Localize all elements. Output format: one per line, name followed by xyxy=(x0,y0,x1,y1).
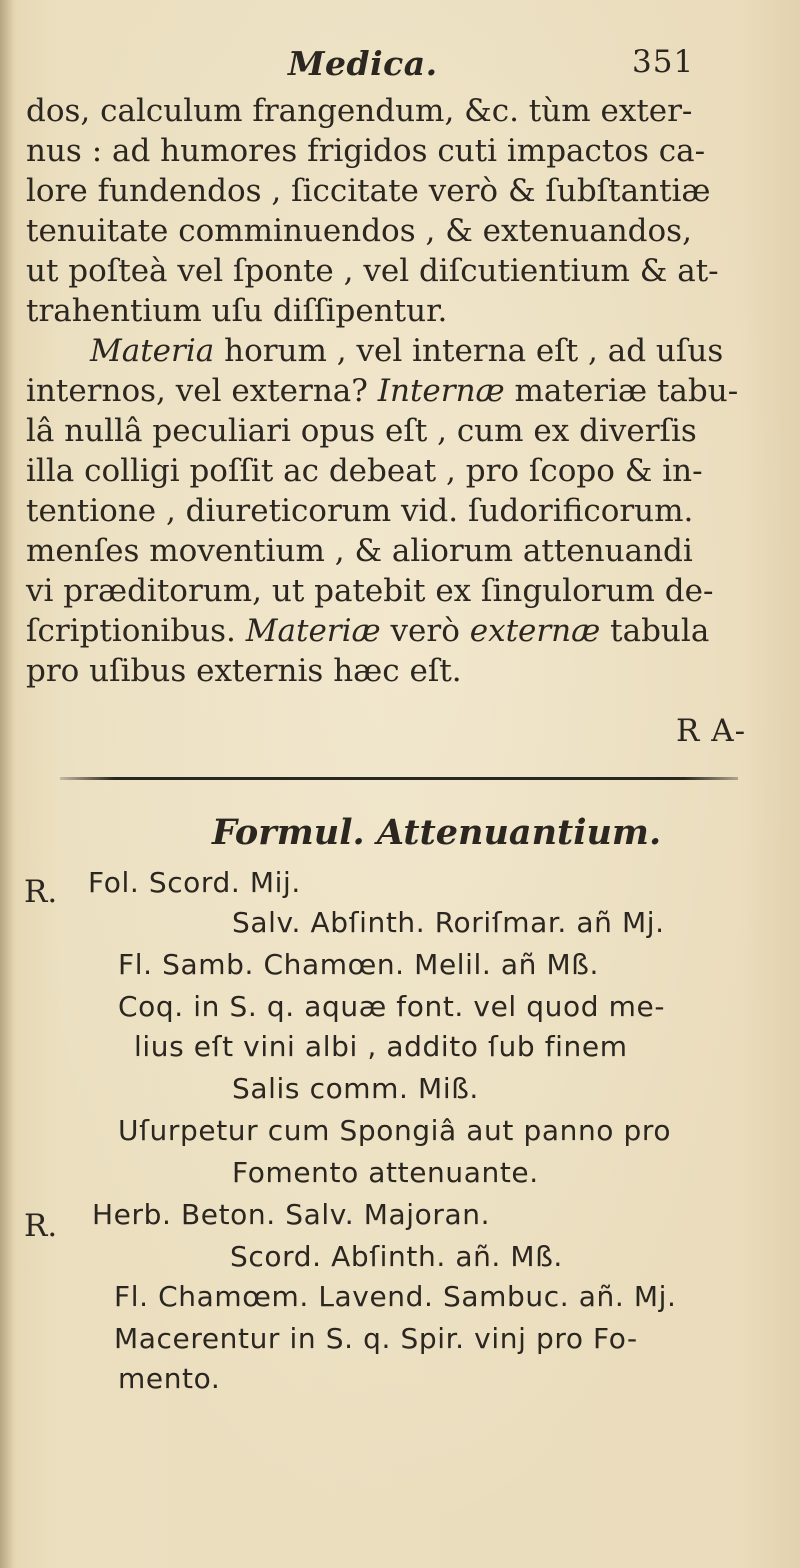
text-line: tenuitate comminuendos , & extenuandos, xyxy=(26,213,692,249)
recipe-line: Coq. in S. q. aquæ font. vel quod me- xyxy=(118,990,666,1023)
recipe-line: Herb. Beton. Salv. Majoran. xyxy=(92,1198,491,1231)
recipe-mark: R. xyxy=(24,1208,58,1244)
catchword: R A- xyxy=(676,713,747,749)
italic-term: externæ xyxy=(469,613,601,649)
text-line: nus : ad humores frigidos cuti impactos ca- xyxy=(26,133,706,169)
page-number: 351 xyxy=(632,44,695,80)
text-line: trahentium uſu diſſipentur. xyxy=(26,293,448,329)
text-line: ut poſteà vel ſponte , vel diſcutientium & at- xyxy=(26,253,719,289)
recipe-line: Fl. Chamœm. Lavend. Sambuc. añ. Mj. xyxy=(114,1280,677,1313)
running-head-title: Medica. xyxy=(288,44,438,83)
text-line: lore fundendos , ſiccitate verò & ſubſtantiæ xyxy=(26,173,711,209)
recipe-mark: R. xyxy=(24,874,58,910)
text-line: lâ nullâ peculiari opus eſt , cum ex diverſis xyxy=(26,413,697,449)
text-line: illa colligi poſſit ac debeat , pro ſcopo & in- xyxy=(26,453,703,489)
text-fragment: internos, vel externa? xyxy=(26,373,378,409)
recipe-line: mento. xyxy=(118,1362,221,1395)
text-line: menſes moventium , & aliorum attenuandi xyxy=(26,533,693,569)
recipe-line: lius eſt vini albi , addito ſub finem xyxy=(134,1030,628,1063)
recipe-line: Fol. Scord. Mij. xyxy=(88,866,301,899)
recipe-line: Fomento attenuante. xyxy=(232,1156,539,1189)
recipe-line: Macerentur in S. q. Spir. vinj pro Fo- xyxy=(114,1322,638,1355)
recipe-line: Fl. Samb. Chamœn. Melil. añ Mß. xyxy=(118,948,600,981)
italic-term: Internæ xyxy=(377,373,505,409)
text-line: pro uſibus externis hæc eſt. xyxy=(26,653,462,689)
text-line: vi præditorum, ut patebit ex ſingulorum de- xyxy=(26,573,714,609)
section-title: Formul. Attenuantium. xyxy=(212,812,662,853)
recipe-line: Scord. Abſinth. añ. Mß. xyxy=(230,1240,563,1273)
recipe-line: Salis comm. Miß. xyxy=(232,1072,479,1105)
text-fragment: horum , vel interna eſt , ad uſus xyxy=(214,333,724,369)
text-line: dos, calculum frangendum, &c. tùm exter- xyxy=(26,93,693,129)
text-fragment: tabula xyxy=(600,613,710,649)
text-fragment: ſcriptionibus. xyxy=(26,613,246,649)
italic-term: Materia xyxy=(90,333,215,369)
recipe-line: Salv. Abſinth. Roriſmar. añ Mj. xyxy=(232,906,665,939)
italic-term: Materiæ xyxy=(245,613,381,649)
text-fragment: materiæ tabu- xyxy=(504,373,739,409)
text-fragment: verò xyxy=(380,613,470,649)
text-line: tentione , diureticorum vid. ſudorificorum. xyxy=(26,493,694,529)
recipe-line: Uſurpetur cum Spongiâ aut panno pro xyxy=(118,1114,672,1147)
